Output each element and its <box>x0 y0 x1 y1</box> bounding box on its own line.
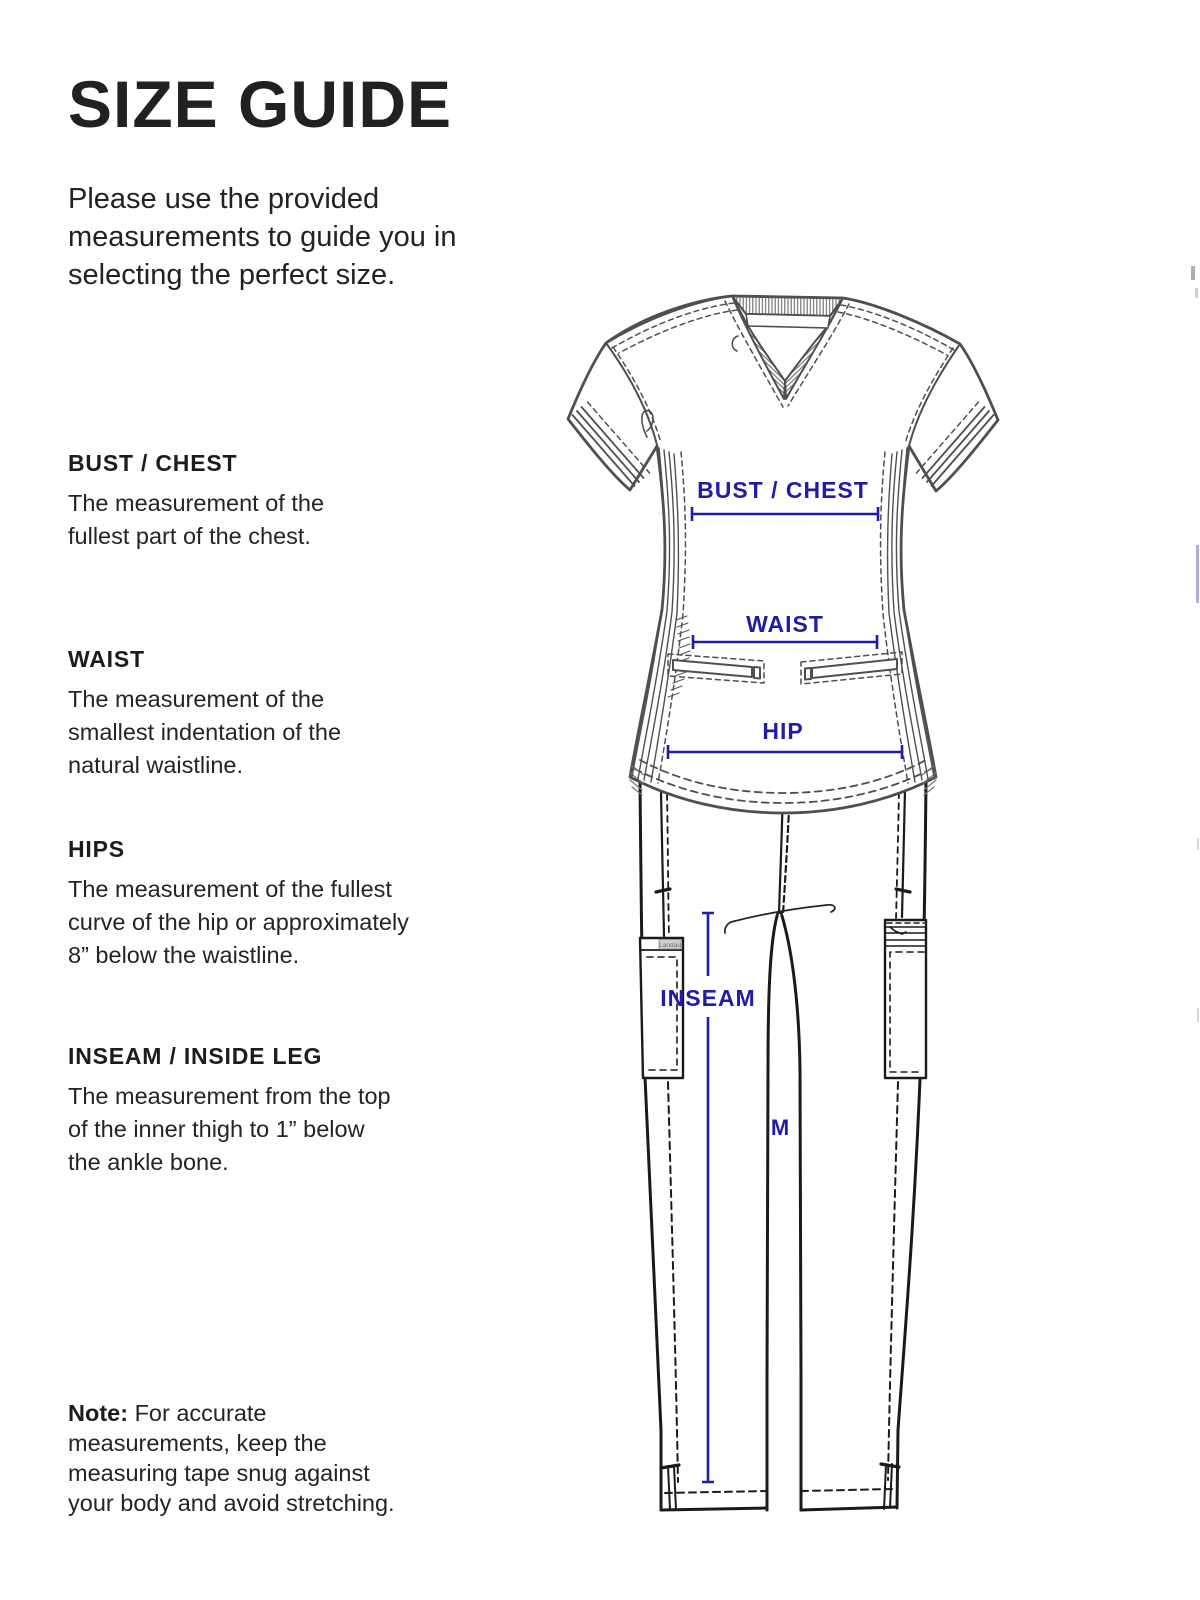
definition-heading: HIPS <box>68 836 125 862</box>
definition-heading: WAIST <box>68 646 145 672</box>
size-guide-diagram <box>540 280 1000 1520</box>
definition-heading: INSEAM / INSIDE LEG <box>68 1043 323 1069</box>
waist-measure-label: WAIST <box>746 611 824 637</box>
screen-edge-artifact <box>1195 288 1198 298</box>
screen-edge-artifact <box>1196 545 1199 603</box>
screen-edge-artifact <box>1191 266 1195 280</box>
definition-body: The measurement of the fullest curve of the hip or approximately 8” below the waistline. <box>68 876 409 968</box>
page-title-block <box>68 66 452 142</box>
bust-measure-label: BUST / CHEST <box>697 477 869 503</box>
intro-text <box>68 180 548 294</box>
size-letter-label: M <box>770 1115 790 1140</box>
definition-body: The measurement from the top of the inner thigh to 1” below the ankle bone. <box>68 1083 391 1175</box>
definition-body: The measurement of the fullest part of the chest. <box>68 490 325 549</box>
definition-inseam <box>68 1043 508 1179</box>
definition-hips <box>68 836 508 972</box>
intro-line: Please use the provided <box>68 183 380 215</box>
garment-flat-sketch <box>540 280 1000 1520</box>
definition-waist <box>68 646 488 782</box>
definition-body: The measurement of the smallest indentation of the natural waistline. <box>68 686 342 778</box>
inseam-measure-label: INSEAM <box>660 985 756 1011</box>
screen-edge-artifact <box>1197 838 1199 850</box>
screen-edge-artifact <box>1197 1008 1199 1022</box>
intro-line: selecting the perfect size. <box>68 259 396 291</box>
scrub-pants-drawing <box>639 778 927 1511</box>
definition-heading: BUST / CHEST <box>68 450 238 476</box>
cargo-pocket-right <box>885 920 926 1078</box>
note-label: Note: <box>68 1400 129 1426</box>
page-title: SIZE GUIDE <box>68 67 453 141</box>
definition-bust-chest <box>68 450 488 553</box>
hip-measure-label: HIP <box>762 718 804 744</box>
note-text: Note: For accurate measurements, keep the measuring tape snug against your body and avoid stretching. <box>68 1400 395 1516</box>
brand-tag-label: Landau <box>659 942 681 949</box>
intro-line: measurements to guide you in <box>68 221 457 253</box>
